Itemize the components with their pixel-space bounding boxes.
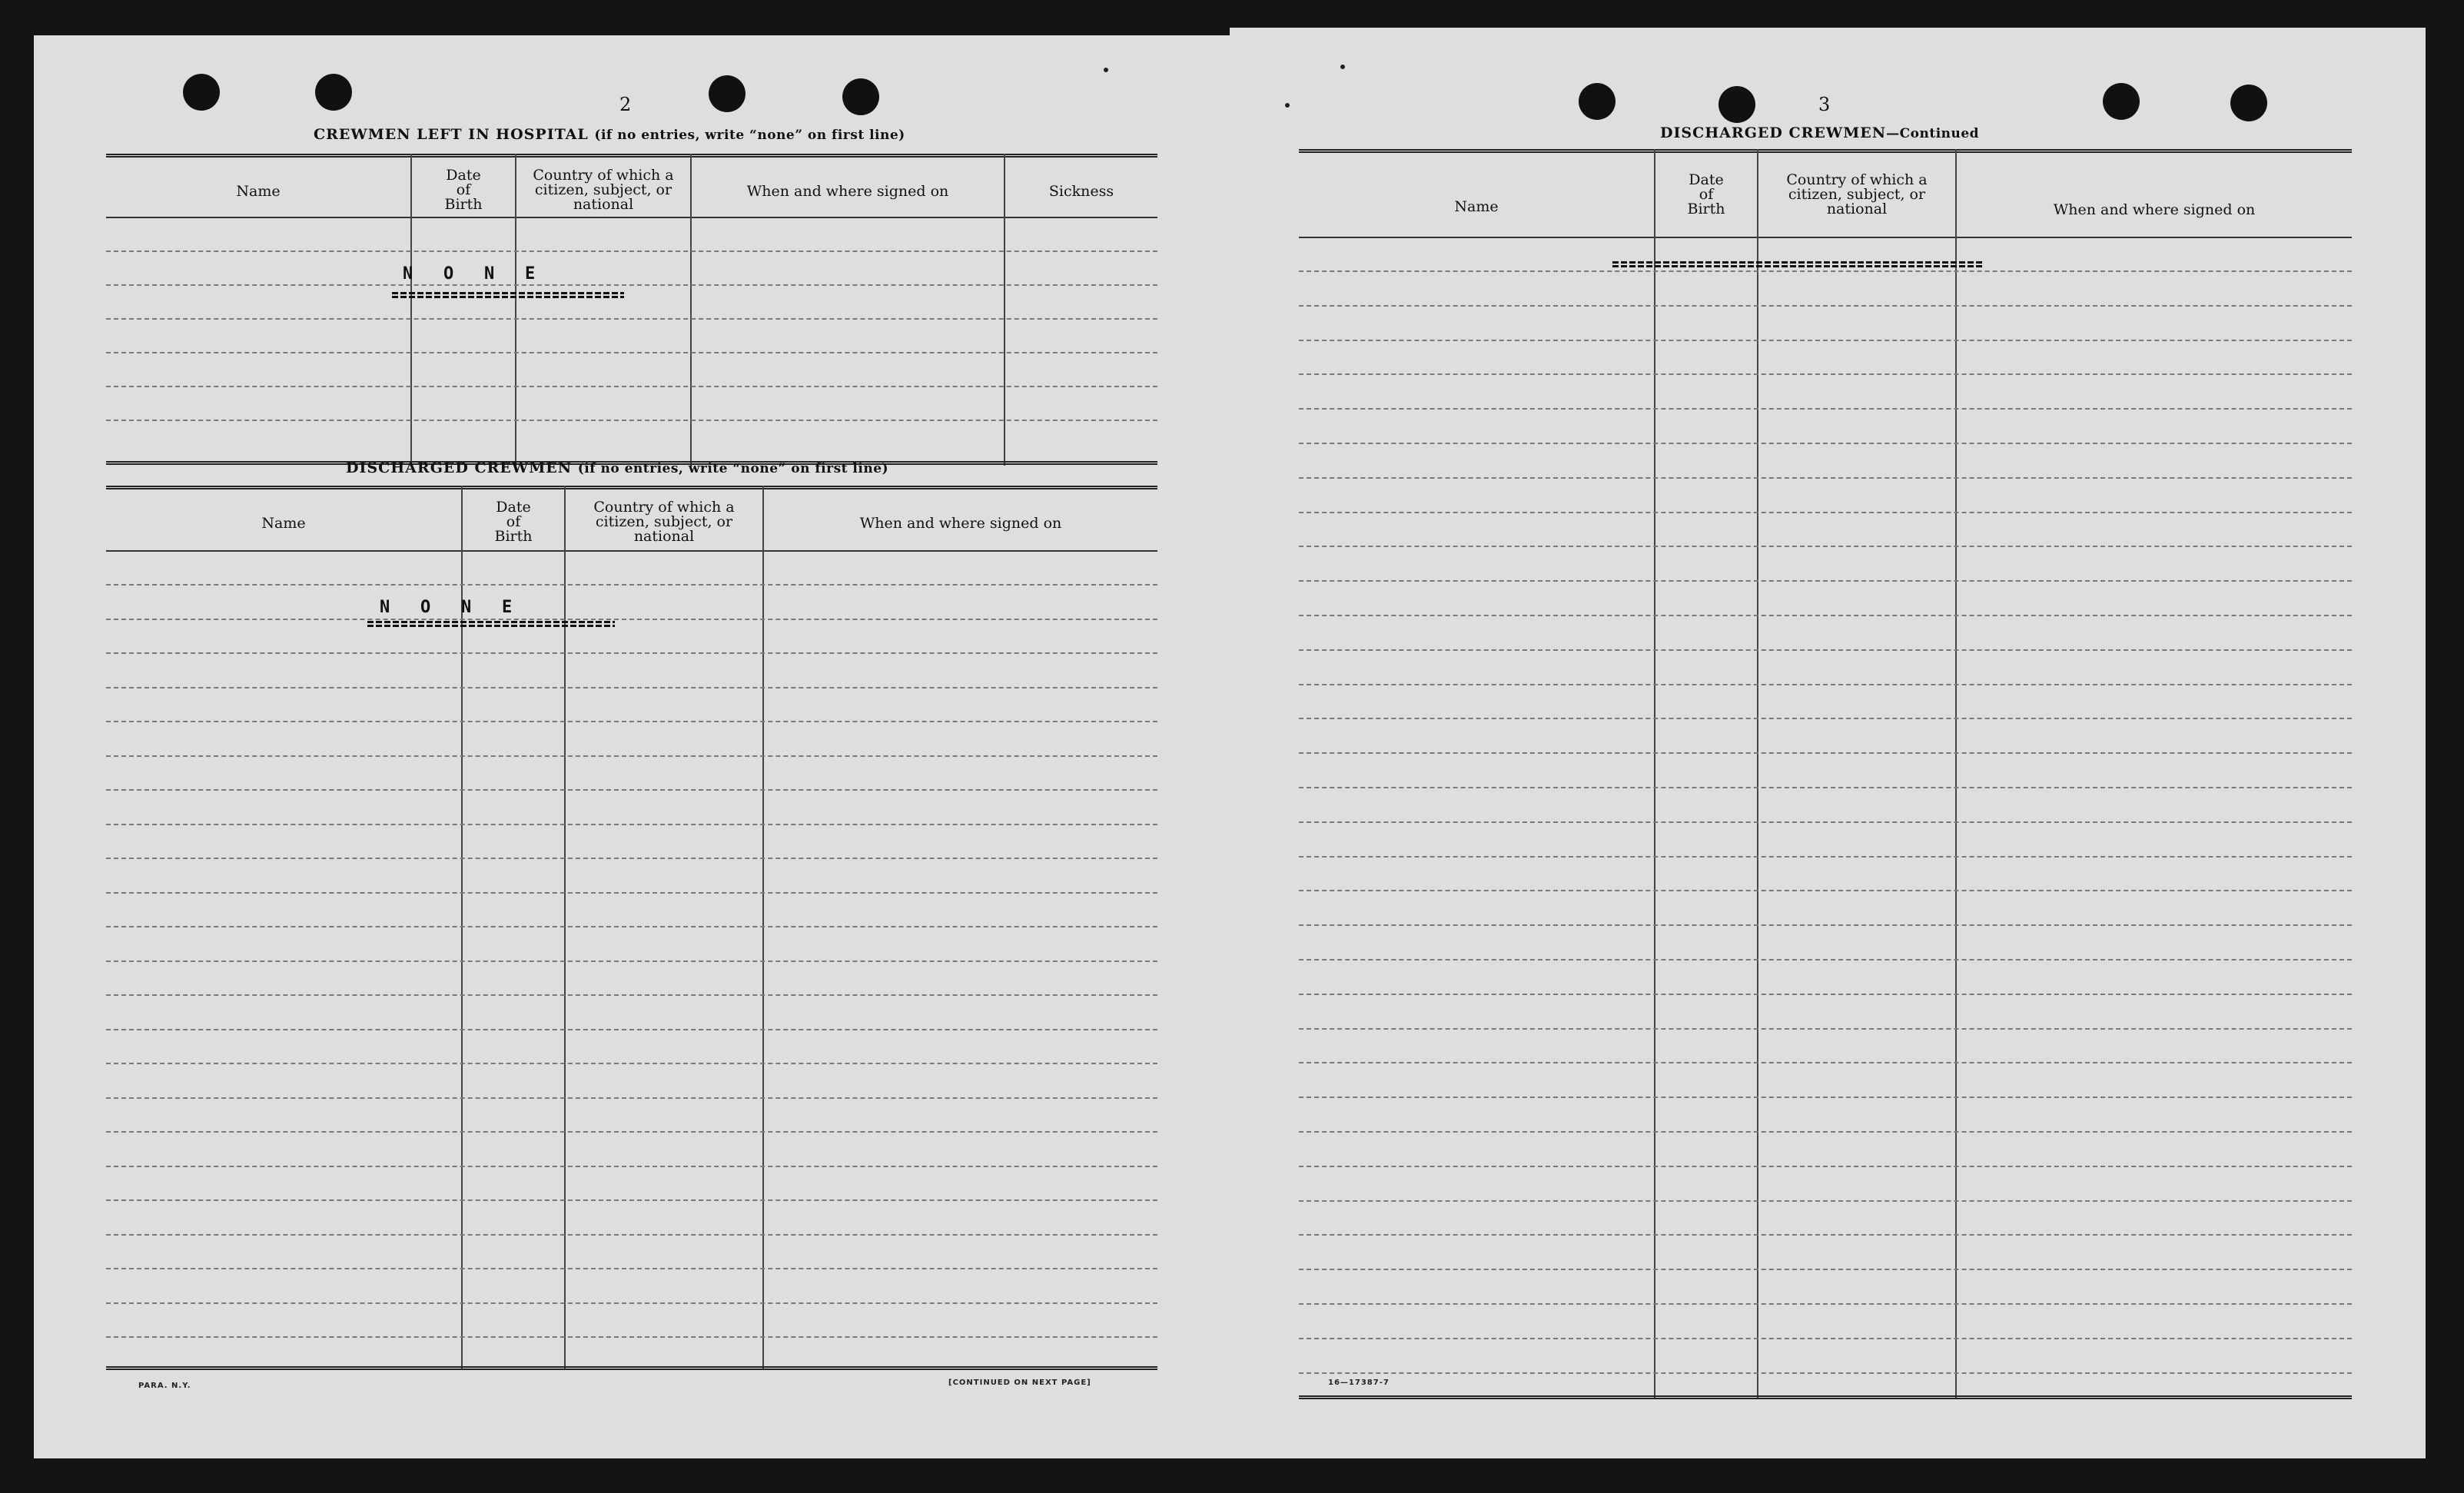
col-header-country: Country of which a citizen, subject, or national — [1786, 171, 1928, 217]
col-header-name: Name — [261, 515, 306, 532]
hospital-title-text: CREWMEN LEFT IN HOSPITAL — [314, 126, 589, 143]
typed-underline — [367, 621, 615, 627]
row-line — [106, 960, 1157, 962]
row-line — [1299, 684, 2352, 685]
binder-hole — [183, 74, 220, 111]
footer-continued: [CONTINUED ON NEXT PAGE] — [948, 1379, 1091, 1387]
speck — [1104, 68, 1108, 72]
row-line — [1299, 1028, 2352, 1030]
col-header-sickness: Sickness — [1048, 183, 1114, 200]
footer-form-number: 16—17387-7 — [1328, 1379, 1390, 1387]
table-top-rule — [1299, 149, 2352, 153]
row-line — [1299, 1338, 2352, 1339]
col-header-signed-on: When and where signed on — [2053, 201, 2256, 218]
row-line — [1299, 821, 2352, 823]
table-top-rule — [106, 486, 1157, 489]
row-line — [106, 892, 1157, 894]
row-line — [1299, 718, 2352, 719]
row-line — [106, 1097, 1157, 1099]
row-line — [106, 619, 1157, 620]
row-line — [106, 755, 1157, 757]
row-line — [106, 584, 1157, 586]
row-line — [1299, 408, 2352, 410]
row-line — [106, 420, 1157, 421]
row-line — [106, 721, 1157, 722]
table-bottom-rule — [106, 1366, 1157, 1370]
row-line — [106, 1268, 1157, 1269]
binder-hole — [842, 78, 879, 115]
header-rule — [106, 217, 1157, 218]
section-title-text: DISCHARGED CREWMEN — [1660, 124, 1887, 141]
col-divider — [1955, 149, 1957, 1398]
row-line — [106, 284, 1157, 286]
row-line — [106, 352, 1157, 353]
row-line — [1299, 787, 2352, 788]
table-bottom-rule — [1299, 1395, 2352, 1399]
row-line — [106, 652, 1157, 654]
row-line — [1299, 856, 2352, 858]
section-subtitle-text: —Continued — [1886, 126, 1980, 141]
row-line — [1299, 924, 2352, 926]
hospital-section-title — [314, 126, 905, 143]
row-line — [1299, 1200, 2352, 1202]
typed-underline — [392, 292, 624, 298]
col-header-signed-on: When and where signed on — [859, 515, 1062, 532]
col-header-signed-on: When and where signed on — [746, 183, 949, 200]
row-line — [1299, 1166, 2352, 1167]
row-line — [1299, 270, 2352, 272]
col-header-date-of-birth: Date of Birth — [494, 498, 533, 545]
row-line — [106, 250, 1157, 252]
speck — [1340, 65, 1345, 69]
row-line — [1299, 994, 2352, 995]
row-line — [1299, 649, 2352, 651]
footer-printer: PARA. N.Y. — [138, 1382, 191, 1390]
typed-none-entry: N O N E — [403, 264, 536, 284]
col-header-name: Name — [1454, 198, 1499, 215]
row-line — [106, 1166, 1157, 1167]
row-line — [1299, 373, 2352, 375]
row-line — [106, 789, 1157, 791]
page-number: 2 — [619, 94, 632, 115]
row-line — [1299, 305, 2352, 307]
row-line — [1299, 1303, 2352, 1305]
row-line — [106, 318, 1157, 320]
col-header-country: Country of which a citizen, subject, or national — [533, 166, 674, 213]
table-top-rule — [106, 154, 1157, 158]
row-line — [1299, 1097, 2352, 1098]
row-line — [106, 386, 1157, 387]
row-line — [106, 926, 1157, 927]
row-line — [1299, 477, 2352, 479]
discharged-continued-title — [1660, 124, 1979, 141]
binder-hole — [1579, 83, 1616, 120]
row-line — [1299, 1062, 2352, 1063]
row-line — [106, 687, 1157, 688]
row-line — [1299, 1372, 2352, 1374]
discharged-continued-table — [1299, 149, 2352, 1402]
row-line — [1299, 1269, 2352, 1270]
typed-none-entry: N O N E — [380, 598, 513, 617]
row-line — [106, 824, 1157, 825]
page-number: 3 — [1818, 94, 1831, 115]
row-line — [1299, 959, 2352, 960]
header-rule — [106, 550, 1157, 552]
discharged-section-title — [346, 460, 888, 476]
row-line — [106, 1302, 1157, 1304]
hospital-subtitle-text: (if no entries, write “none” on first line) — [594, 128, 905, 143]
left-page — [34, 35, 1230, 1458]
col-header-date-of-birth: Date of Birth — [1687, 171, 1725, 217]
discharged-title-text: DISCHARGED CREWMEN — [346, 460, 573, 476]
row-line — [1299, 1131, 2352, 1133]
row-line — [1299, 752, 2352, 754]
row-line — [106, 858, 1157, 859]
discharged-table — [106, 486, 1157, 1374]
col-header-country: Country of which a citizen, subject, or national — [593, 498, 735, 545]
row-line — [106, 1029, 1157, 1030]
row-line — [1299, 890, 2352, 891]
right-page — [1230, 28, 2426, 1458]
row-line — [106, 1234, 1157, 1236]
row-line — [106, 1131, 1157, 1133]
row-line — [1299, 512, 2352, 513]
binder-hole — [1718, 86, 1755, 123]
row-line — [1299, 340, 2352, 341]
header-rule — [1299, 237, 2352, 238]
row-line — [106, 1336, 1157, 1338]
binder-hole — [2230, 85, 2267, 121]
row-line — [1299, 443, 2352, 444]
row-line — [106, 994, 1157, 996]
row-line — [1299, 580, 2352, 582]
col-header-name: Name — [236, 183, 281, 200]
speck — [1285, 103, 1290, 108]
binder-hole — [315, 74, 352, 111]
hospital-table — [106, 154, 1157, 467]
col-header-date-of-birth: Date of Birth — [444, 166, 483, 213]
discharged-subtitle-text: (if no entries, write “none” on first line) — [577, 461, 889, 476]
col-divider — [1757, 149, 1758, 1398]
binder-hole — [2103, 83, 2140, 120]
col-divider — [1654, 149, 1655, 1398]
row-line — [1299, 1234, 2352, 1236]
row-line — [106, 1063, 1157, 1064]
row-line — [1299, 615, 2352, 616]
row-line — [106, 1199, 1157, 1201]
typed-underline — [1612, 261, 1983, 267]
row-line — [1299, 546, 2352, 547]
binder-hole — [709, 75, 746, 112]
